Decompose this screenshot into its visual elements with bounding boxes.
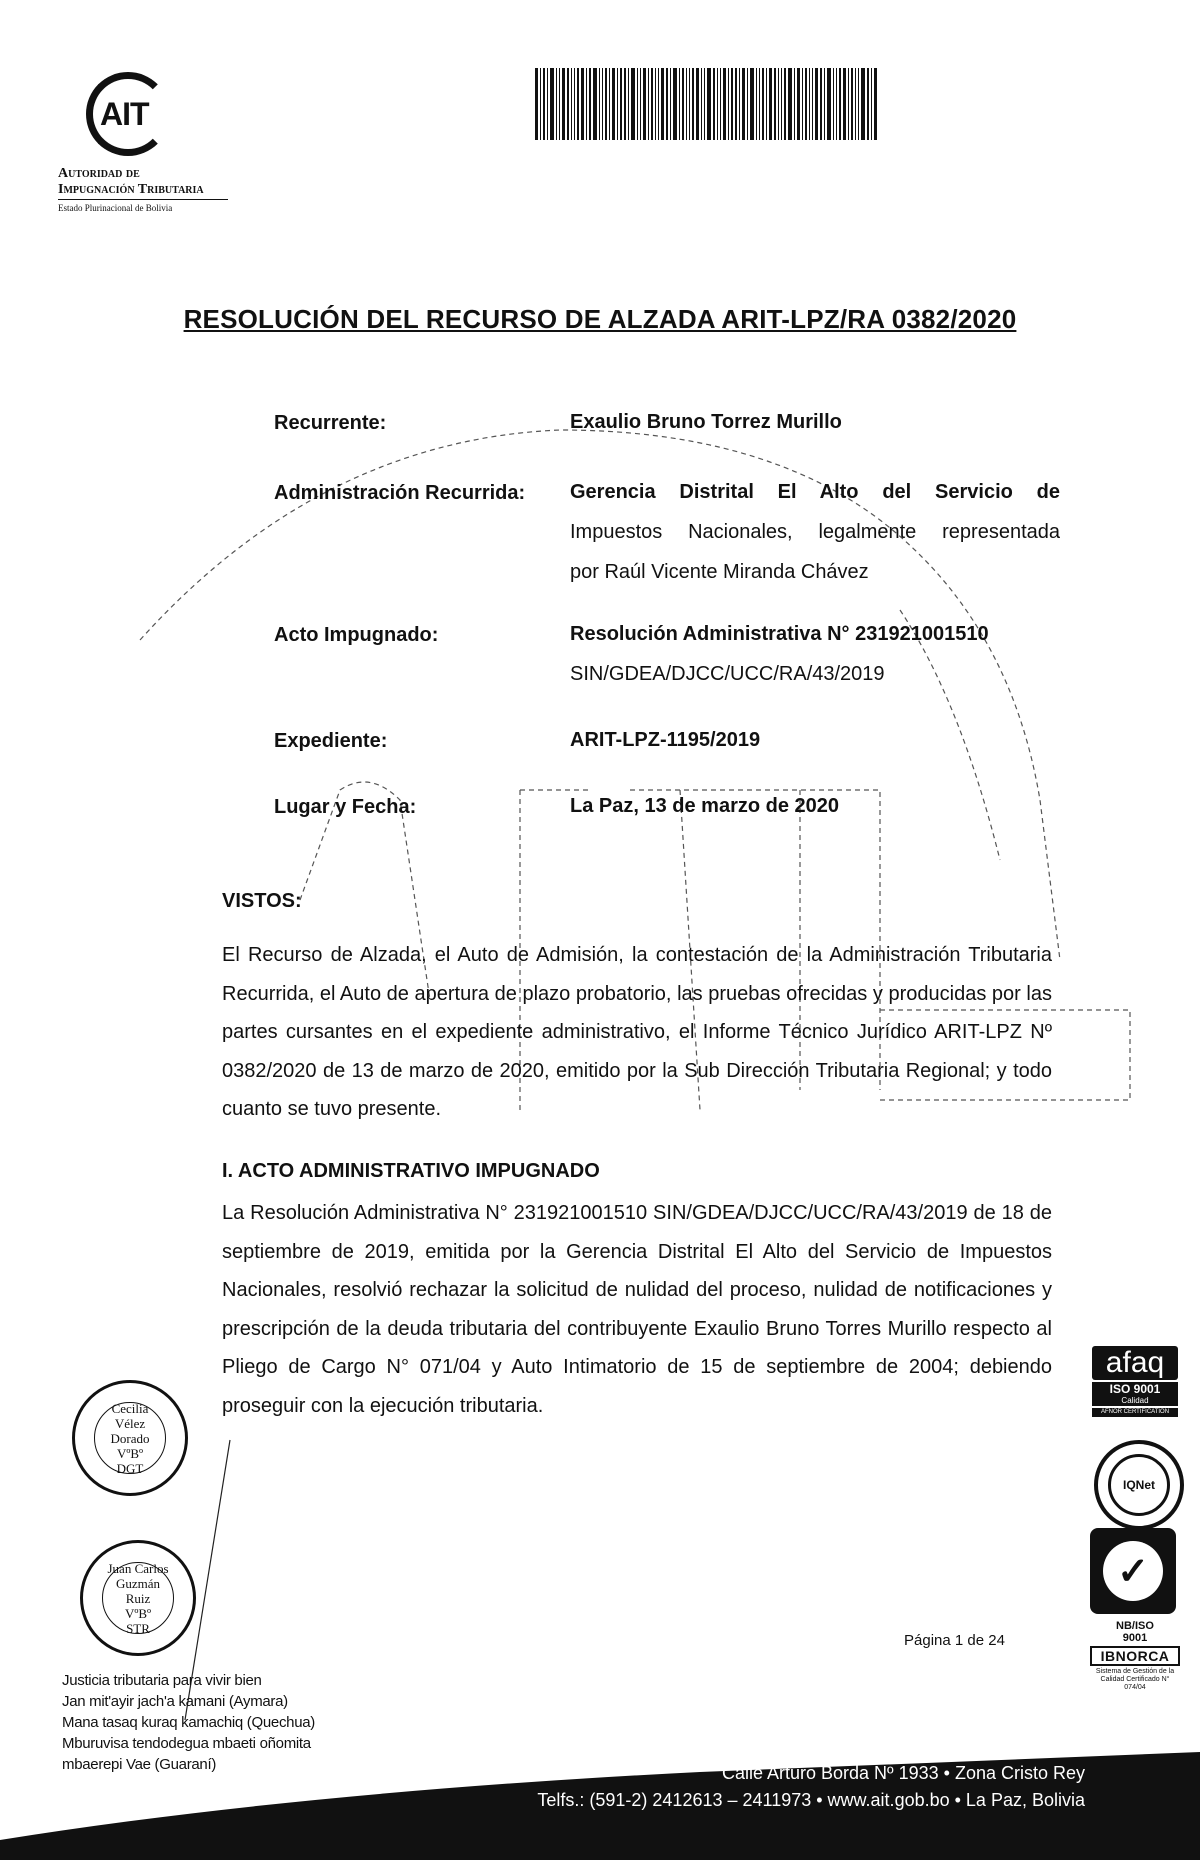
barcode-bar xyxy=(704,68,705,140)
barcode-bar xyxy=(802,68,803,140)
motto-line: mbaerepi Vae (Guaraní) xyxy=(62,1756,217,1773)
barcode-bar xyxy=(735,68,737,140)
barcode-bar xyxy=(562,68,565,140)
barcode-bar xyxy=(720,68,721,140)
barcode-bar xyxy=(612,68,615,140)
acto-line-1: Resolución Administrativa N° 231921001510 xyxy=(570,623,989,645)
barcode-bar xyxy=(661,68,664,140)
barcode-bar xyxy=(701,68,702,140)
barcode-bar xyxy=(686,68,687,140)
barcode-bar xyxy=(717,68,718,140)
barcode-bar xyxy=(797,68,800,140)
barcode-bar xyxy=(547,68,548,140)
administracion-line-1: Gerencia Distrital El Alto del Servicio de xyxy=(570,481,1060,503)
checkmark-icon: ✓ xyxy=(1103,1541,1163,1601)
barcode-bar xyxy=(581,68,584,140)
barcode-bar xyxy=(559,68,560,140)
barcode-bar xyxy=(769,68,772,140)
barcode-bar xyxy=(682,68,684,140)
recurrente-label: Recurrente: xyxy=(274,412,387,434)
barcode-bar xyxy=(781,68,782,140)
footer-address: Calle Arturo Borda Nº 1933 • Zona Cristo Rey xyxy=(721,1763,1085,1783)
barcode-bar xyxy=(628,68,629,140)
barcode-bar xyxy=(679,68,680,140)
barcode-bar xyxy=(535,68,538,140)
vistos-paragraph: El Recurso de Alzada, el Auto de Admisión, la contestación de la Administración Tributaria Recurrida, el Auto de apertura de plazo probatorio, las pruebas ofrecidas y producidas por las partes cursantes en el expediente administrativo, el Informe Técnico Jurídico ARIT-LPZ Nº 0382/2020 de 13 de marzo de 2020, emitido por la Sub Dirección Tributaria Regional; y todo cuanto se tuvo presente. xyxy=(222,944,1052,1120)
ait-logo xyxy=(58,52,228,216)
barcode-bar xyxy=(858,68,859,140)
barcode-bar xyxy=(571,68,572,140)
barcode-bar xyxy=(874,68,877,140)
barcode-bar xyxy=(624,68,626,140)
barcode xyxy=(535,68,1045,140)
barcode-bar xyxy=(766,68,767,140)
barcode-bar xyxy=(805,68,807,140)
motto-line: Mana tasaq kuraq kamachiq (Quechua) xyxy=(62,1714,315,1731)
motto-line: Mburuvisa tendodegua mbaeti oñomita xyxy=(62,1735,311,1752)
afaq-certification xyxy=(1092,1346,1178,1417)
barcode-bar xyxy=(778,68,779,140)
barcode-bar xyxy=(762,68,764,140)
recurrente-value: Exaulio Bruno Torrez Murillo xyxy=(570,411,842,433)
barcode-bar xyxy=(648,68,649,140)
barcode-bar xyxy=(812,68,813,140)
barcode-bar xyxy=(851,68,853,140)
barcode-bar xyxy=(696,68,699,140)
ibnorca-certification xyxy=(1090,1528,1180,1692)
barcode-bar xyxy=(707,68,711,140)
barcode-bar xyxy=(723,68,726,140)
barcode-bar xyxy=(637,68,638,140)
barcode-bar xyxy=(756,68,757,140)
barcode-bar xyxy=(673,68,677,140)
motto-line: Justicia tributaria para vivir bien xyxy=(62,1672,262,1689)
ibnorca-std-2: 9001 xyxy=(1122,1632,1148,1644)
vistos-heading: VISTOS: xyxy=(222,890,302,912)
section-paragraph: La Resolución Administrativa N° 231921001510 SIN/GDEA/DJCC/UCC/RA/43/2019 de 18 de septiembre de 2019, emitida por la Gerencia Distrital El Alto del Servicio de Impuestos Nacionales, resolvió rechazar la solicitud de nulidad del proceso, nulidad de notificaciones y prescripción de la deuda tributaria del contribuyente Exaulio Bruno Torres Murillo respecto al Pliego de Cargo N° 071/04 y Auto Intimatorio de 15 de septiembre de 2004; debiendo proseguir con la ejecución tributaria. xyxy=(222,1202,1052,1417)
barcode-bar xyxy=(855,68,856,140)
barcode-bar xyxy=(867,68,869,140)
footer-phones: Telfs.: (591-2) 2412613 – 2411973 • www.ait.gob.bo • La Paz, Bolivia xyxy=(537,1790,1085,1810)
barcode-bar xyxy=(567,68,569,140)
barcode-bar xyxy=(631,68,635,140)
barcode-bar xyxy=(609,68,610,140)
barcode-bar xyxy=(731,68,733,140)
barcode-bar xyxy=(861,68,865,140)
barcode-bar xyxy=(809,68,810,140)
administracion-value xyxy=(570,472,1060,592)
barcode-bar xyxy=(728,68,729,140)
barcode-bar xyxy=(670,68,671,140)
barcode-bar xyxy=(788,68,792,140)
barcode-bar xyxy=(750,68,754,140)
document-title: RESOLUCIÓN DEL RECURSO DE ALZADA ARIT-LPZ/RA 0382/2020 xyxy=(183,304,1017,334)
barcode-bar xyxy=(843,68,846,140)
barcode-bar xyxy=(605,68,607,140)
barcode-bar xyxy=(848,68,849,140)
afaq-sub2: AFNOR CERTIFICATION xyxy=(1092,1408,1178,1417)
barcode-bar xyxy=(602,68,603,140)
lugar-label: Lugar y Fecha: xyxy=(274,796,417,818)
barcode-bar xyxy=(742,68,745,140)
barcode-bar xyxy=(794,68,795,140)
ibnorca-name: IBNORCA xyxy=(1090,1646,1180,1666)
barcode-bar xyxy=(550,68,554,140)
expediente-value: ARIT-LPZ-1195/2019 xyxy=(570,729,761,751)
barcode-bar xyxy=(556,68,557,140)
barcode-bar xyxy=(739,68,740,140)
barcode-bar xyxy=(540,68,541,140)
administracion-line-2: Impuestos Nacionales, legalmente representada xyxy=(570,521,1060,543)
barcode-bar xyxy=(620,68,622,140)
barcode-bar xyxy=(658,68,659,140)
page-number: Página 1 de 24 xyxy=(904,1632,1005,1649)
expediente-label: Expediente: xyxy=(274,730,388,752)
barcode-bar xyxy=(577,68,579,140)
barcode-bar xyxy=(774,68,776,140)
barcode-bar xyxy=(833,68,834,140)
ibnorca-std-1: NB/ISO xyxy=(1116,1620,1154,1632)
barcode-bar xyxy=(692,68,694,140)
acto-value xyxy=(570,614,1060,694)
logo-text: AIT xyxy=(100,96,149,132)
barcode-bar xyxy=(589,68,591,140)
barcode-bar xyxy=(827,68,831,140)
barcode-bar xyxy=(839,68,841,140)
barcode-bar xyxy=(666,68,668,140)
barcode-bar xyxy=(586,68,587,140)
lugar-value: La Paz, 13 de marzo de 2020 xyxy=(570,795,840,817)
barcode-bar xyxy=(651,68,653,140)
section-heading: I. ACTO ADMINISTRATIVO IMPUGNADO xyxy=(222,1160,600,1182)
ibnorca-caption: Sistema de Gestión de la Calidad Certificado N° 074/04 xyxy=(1095,1668,1175,1691)
barcode-bar xyxy=(824,68,825,140)
acto-line-2: SIN/GDEA/DJCC/UCC/RA/43/2019 xyxy=(570,663,885,685)
afaq-logo: afaq xyxy=(1092,1346,1178,1380)
footer-contact xyxy=(537,1760,1085,1814)
barcode-bar xyxy=(593,68,597,140)
acto-label: Acto Impugnado: xyxy=(274,624,439,646)
afaq-sub: Calidad xyxy=(1092,1396,1178,1406)
barcode-bar xyxy=(640,68,641,140)
org-name: Autoridad de Impugnación Tributaria Estado Plurinacional de Bolivia xyxy=(58,166,228,216)
barcode-bar xyxy=(574,68,575,140)
iqnet-certification xyxy=(1094,1440,1184,1530)
barcode-bar xyxy=(784,68,786,140)
barcode-bar xyxy=(836,68,837,140)
barcode-bar xyxy=(759,68,760,140)
ibnorca-logo xyxy=(1090,1528,1176,1614)
barcode-bar xyxy=(815,68,818,140)
afaq-iso: ISO 9001 xyxy=(1092,1382,1178,1396)
barcode-bar xyxy=(643,68,646,140)
motto-line: Jan mit'ayir jach'a kamani (Aymara) xyxy=(62,1693,288,1710)
barcode-bar xyxy=(689,68,690,140)
barcode-bar xyxy=(617,68,618,140)
administracion-line-3: por Raúl Vicente Miranda Chávez xyxy=(570,561,869,583)
signature-seal-1: Cecilia Vélez Dorado VºBº DGT xyxy=(72,1380,188,1496)
signature-seal-2: Juan Carlos Guzmán Ruiz VºBº STR xyxy=(80,1540,196,1656)
barcode-bar xyxy=(599,68,600,140)
barcode-bar xyxy=(713,68,715,140)
barcode-bar xyxy=(871,68,872,140)
barcode-bar xyxy=(747,68,748,140)
administracion-label: Administración Recurrida: xyxy=(274,482,526,504)
barcode-bar xyxy=(655,68,656,140)
iqnet-logo: IQNet xyxy=(1108,1454,1170,1516)
barcode-bar xyxy=(543,68,545,140)
barcode-bar xyxy=(820,68,822,140)
